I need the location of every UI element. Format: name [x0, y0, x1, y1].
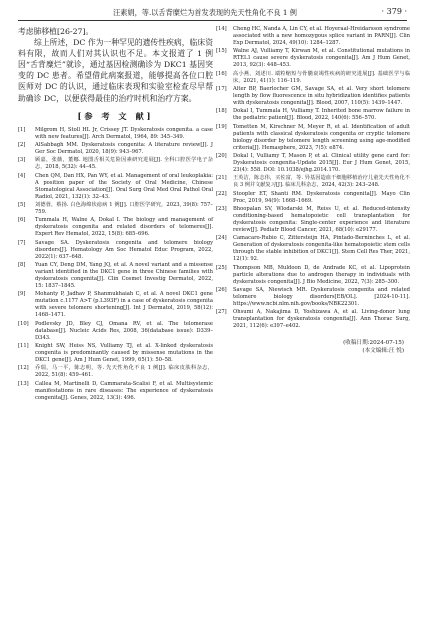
reference-number: [23] [216, 205, 227, 212]
page-header [18, 6, 407, 21]
reference-list-right [216, 26, 410, 330]
reference-text: Cheng HC, Nanda A, Lin CY, et al. Hoyeraal-Hreidarsson syndrome associated with a new homozygous splice variant in PARN[J]. Clin Exp Dermatol, 2024, 49(10): 1284–1287. [233, 26, 410, 47]
reference-item [216, 48, 410, 69]
reference-text: Callea M, Martinelli D, Cammarata-Scalisi F, et al. Multisystemic manifestations in rare diseases: The experience of dyskeratosis congenita[J]. Genes, 2022, 13(3): 496. [35, 380, 213, 401]
reference-text: Stoopler ET, Shanti RM. Dyskeratosis congenita[J]. Mayo Clin Proc, 2019, 94(9): 1668–1669. [233, 190, 410, 204]
conclusion-text: 综上所述，DC 作为一种罕见的遗传性疾病，临床资料有限，故而人们对其认识也不足。本文报道了 1 例因“舌背糜烂”就诊，通过基因检测确诊为 DKC1 基因突变的 DC 患者。希望借此病案报道，能够提高各位口腔医师对 DC 的认识，通过临床表现和实验室检查尽早帮助确诊 DC，以便获得最佳的治疗时机和治疗方案。 [18, 38, 213, 103]
reference-item [216, 206, 410, 234]
reference-item [216, 191, 410, 205]
reference-number: [22] [216, 190, 227, 197]
reference-item [216, 235, 410, 263]
reference-item [18, 173, 213, 201]
reference-number: [10] [18, 320, 29, 327]
reference-number: [9] [18, 291, 26, 298]
reference-item [18, 240, 213, 261]
reference-item [216, 153, 410, 174]
reference-item [216, 86, 410, 107]
reference-number: [20] [216, 152, 227, 159]
reference-text: Knight SW, Heiss NS, Vulliamy TJ, et al. X-linked dyskeratosis congenita is predominantly caused by missense mutations in the DKC1 gene[J]. Am J Hum Genet, 1999, 65(1): 50–58. [35, 342, 213, 364]
reference-number: [8] [18, 261, 26, 268]
reference-item [216, 71, 410, 85]
reference-item [18, 217, 213, 238]
reference-number: [13] [18, 380, 29, 387]
reference-item [18, 381, 213, 402]
page-number: · 379 · [381, 7, 407, 16]
reference-number: [19] [216, 123, 227, 130]
reference-item [18, 291, 213, 319]
reference-number: [3] [18, 157, 26, 164]
paragraph-continuation: 考虑肺移植[26-27]。 [18, 27, 94, 36]
reference-number: [1] [18, 126, 26, 133]
reference-text: Yuan CY, Deng DM, Yang JQ, et al. A novel variant and a missense variant identified in the DKC1 gene in three Chinese families with dyskeratosis congenita[J]. Clin Cosmet Investig Dermatol, 2022, 15: 1837–1845. [35, 261, 213, 289]
reference-number: [26] [216, 286, 227, 293]
received-date: (收稿日期:2024-07-15) [343, 340, 404, 347]
reference-item [18, 202, 213, 216]
reference-text: Tummala H, Walne A, Dokal I. The biology and management of dyskeratosis congenita and related disorders of telomeres[J]. Expert Rev Hematol, 2022, 15(8): 685–696. [35, 217, 213, 238]
reference-text: Savage SA, Niewisch MR. Dyskeratosis congenita and related telomere biology disorders[EB/OL]. [2024-10-11]. https://www.ncbi.nlm.nih.gov/books/NBK22301. [233, 286, 410, 307]
left-column [18, 26, 213, 403]
reference-text: AlSabbagh MM. Dyskeratosis congenita: A literature review[J]. J Ger Soc Dermatol, 2020, 18(9): 943–967. [35, 141, 213, 156]
reference-number: [25] [216, 264, 227, 271]
reference-text: 顾嘉，张薇，董娜. 地图舌相关危险因素研究进展[J]. 全科口腔医学电子杂志，2018, 5(32): 44–45. [35, 157, 213, 171]
reference-item [216, 265, 410, 286]
reference-item [18, 262, 213, 290]
reference-number: [17] [216, 85, 227, 92]
reference-list-left [18, 127, 213, 402]
reference-text: Walne AJ, Vulliamy T, Kirwan M, et al. Constitutional mutations in RTEL1 cause severe dyskeratosis congenita[J]. Am J Hum Genet, 2013, 92(3): 448–453. [233, 48, 410, 69]
reference-text: Alter BP, Baerlocher GM, Savage SA, et al. Very short telomere length by flow fluorescence in situ hybridization identifies patients with dyskeratosis congenita[J]. Blood, 2007, 110(5): 1439–1447. [233, 85, 410, 107]
article-footer [216, 339, 410, 355]
reference-item [18, 157, 213, 171]
references-title: [参 考 文 献] [77, 110, 154, 121]
reference-item [18, 321, 213, 342]
reference-item [216, 108, 410, 122]
reference-text: Camacaro-Rubio C, Zittersteijn HA, Pintado-Berninches L, et al. Generation of dyskeratosis congenita-like hematopoietic stem cells through the stable inhibition of DKC1[J]. Stem Cell Res Ther, 2021, 12(1): 92. [233, 235, 410, 263]
reference-text: Podlevsky JD, Bley CJ, Omana RV, et al. The telomerase database[J]. Nucleic Acids Res, 2008, 36(database issue): D339–D343. [35, 320, 213, 341]
reference-text: Thompson MB, Muldoon D, de Andrade KC, et al. Lipoprotein particle alterations due to androgen therapy in individuals with dyskeratosis congenita[J]. J Bio Medicine, 2022, 7(3): 285–300. [233, 264, 410, 285]
reference-item [216, 26, 410, 47]
reference-text: Mohanty P, Jadhav P, Shanmukhaiah C, et al. A novel DKC1 gene mutation c.1177 A>T (p.L393F) in a case of dyskeratosis congenita with severe telomere shortening[J]. Int J Dermatol, 2019, 58(12): 1468–1471. [35, 291, 213, 319]
reference-number: [7] [18, 239, 26, 246]
reference-number: [14] [216, 26, 227, 32]
reference-item [216, 309, 410, 330]
reference-text: 乔瑞，马一平，陈志明，等. 先天性角化不良 1 例[J]. 临床皮肤科杂志，2022, 51(8): 459–461. [35, 365, 213, 379]
reference-number: [11] [18, 342, 29, 349]
reference-text: Tometten M, Kirschner M, Meyer R, et al. Identification of adult patients with classical dyskeratosis congenita or cryptic telomere biology disorder by telomere length screening using age-modified criteria[J]. Hemasphere, 2023, 7(5): e874. [233, 123, 410, 151]
editor-note: (本文编辑:汪 悦) [362, 348, 404, 355]
reference-text: 高小燕，刘述川. 端粒缩短与骨髓衰竭性疾病的研究进展[J]. 基础医学与临床，2021, 41(1): 116–119. [233, 70, 410, 84]
reference-number: [21] [216, 175, 227, 182]
reference-number: [24] [216, 235, 227, 242]
reference-text: Bhoopalan SV, Wlodarski M, Reiss U, et al. Reduced-intensity conditioning-based hematopoietic cell transplantation for dyskeratosis congenita: Single-center experience and literature review[J]. Pediatr Blood Cancer, 2021, 68(10): e29177. [233, 205, 410, 233]
reference-text: 刘德蓉，蔡扬. 白色海绵状痣病 1 例[J]. 口腔医学研究，2023, 39(8): 757–759. [35, 201, 213, 215]
reference-number: [12] [18, 365, 29, 372]
reference-number: [6] [18, 217, 26, 224]
reference-item [18, 142, 213, 156]
reference-text: Dokal I, Tummala H, Vulliamy T. Inherited bone marrow failure in the pediatric patient[J]. Blood, 2022, 140(6): 556–570. [233, 108, 410, 122]
reference-text: 王英洁，陈志伟，买佐富，等. 异基因造血干细胞移植治疗儿童先天性角化不良 3 例并文献复习[J]. 临床儿科杂志，2024, 42(3): 243–248. [233, 175, 410, 189]
reference-item [216, 287, 410, 308]
reference-item [18, 127, 213, 141]
reference-number: [5] [18, 201, 26, 208]
reference-number: [2] [18, 141, 26, 148]
reference-item [18, 343, 213, 364]
reference-item [216, 124, 410, 152]
paragraph-conclusion [18, 37, 213, 104]
reference-text: Milgrom H, Stoll HL Jr, Crissey JT. Dyskeratosis congenita. a case with new features[J]. Arch Dermatol, 1964, 89: 345–349. [35, 126, 213, 140]
reference-number: [18] [216, 108, 227, 115]
reference-number: [27] [216, 309, 227, 316]
reference-text: Chen QM, Dan HX, Pan WY, et al. Management of oral leukoplakia: A position paper of the Society of Oral Medicine, Chinese Stomatological Association[J]. Oral Surg Oral Med Oral Pathol Oral Radiol, 2021, 132(1): 32–43. [35, 172, 213, 200]
reference-item [216, 175, 410, 189]
running-title: 汪素娟，等.以舌背糜烂为首发表现的先天性角化不良 1 例 [113, 8, 297, 17]
reference-number: [4] [18, 172, 26, 179]
reference-text: Savage SA. Dyskeratosis congenita and telomere biology disorders[J]. Hematology Am Soc Hematol Educ Program, 2022, 2022(1): 637–648. [35, 239, 213, 260]
reference-text: Ohsumi A, Nakajima D, Yoshizawa A, et al. Living-donor lung transplantation for dyskeratosis congenita[J]. Ann Thorac Surg, 2021, 112(6): e397–e402. [233, 309, 410, 330]
reference-item [18, 365, 213, 379]
reference-number: [15] [216, 48, 227, 55]
reference-number: [16] [216, 70, 227, 77]
reference-text: Dokal I, Vulliamy T, Mason P, et al. Clinical utility gene card for: Dyskeratosis congenita-Update 2015[J]. Eur J Hum Genet, 2015, 23(4): 558. DOI: 10.1038/ejhg.2014.170. [233, 152, 410, 174]
right-column [216, 26, 410, 355]
